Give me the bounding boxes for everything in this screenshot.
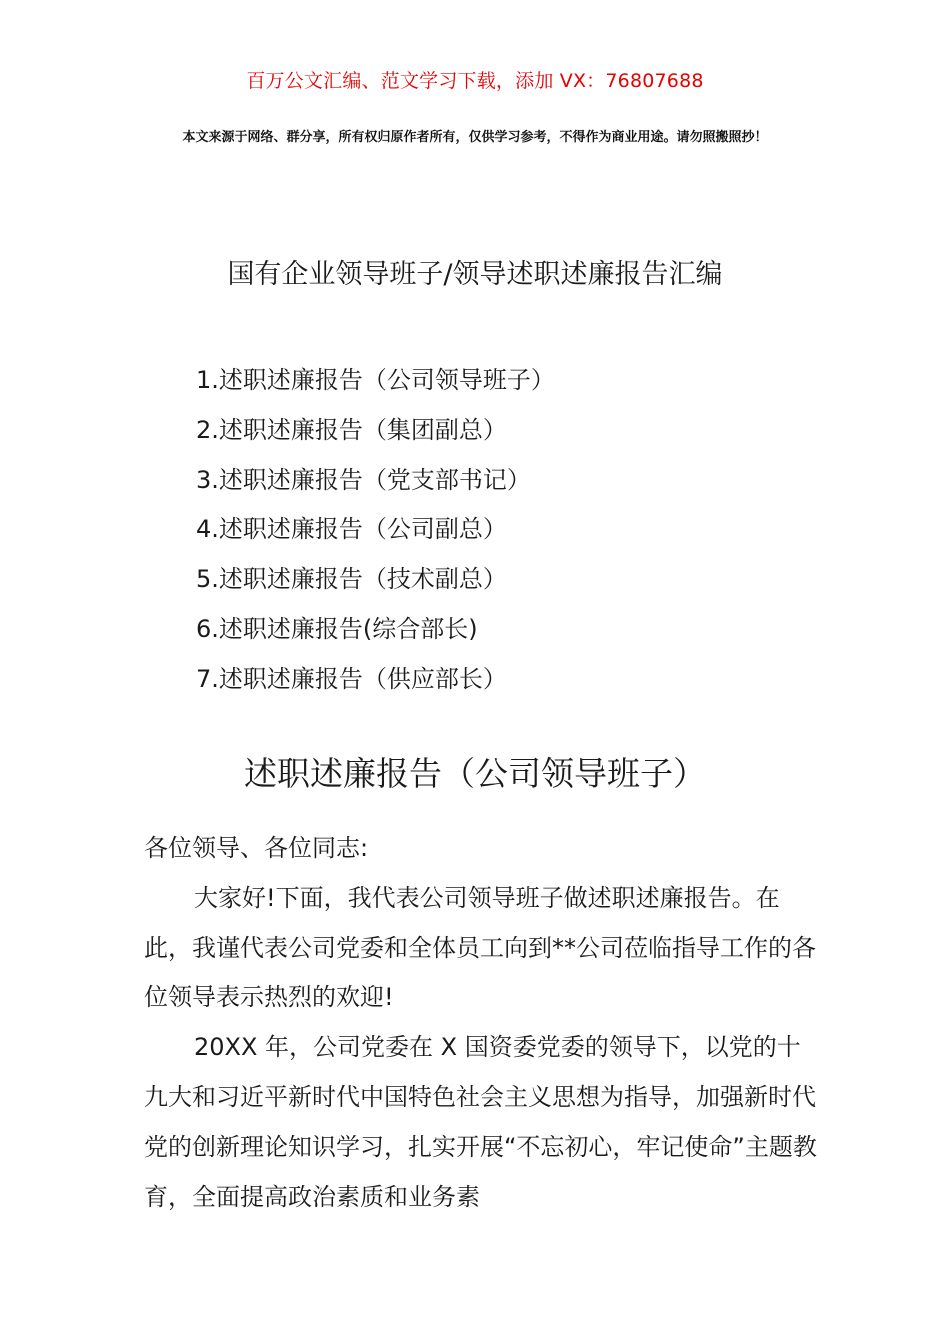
copyright-disclaimer: 本文来源于网络、群分享，所有权归原作者所有，仅供学习参考，不得作为商业用途。请勿照搬照抄！ bbox=[182, 130, 768, 145]
toc-item: 3.述职述廉报告（党支部书记） bbox=[196, 465, 531, 494]
toc-item: 5.述职述廉报告（技术副总） bbox=[196, 565, 507, 594]
download-notice: 百万公文汇编、范文学习下载，添加 VX：76807688 bbox=[246, 70, 704, 92]
toc-item: 4.述职述廉报告（公司副总） bbox=[196, 515, 507, 544]
section-heading: 述职述廉报告（公司领导班子） bbox=[244, 754, 706, 793]
toc-item: 2.述职述廉报告（集团副总） bbox=[196, 415, 507, 444]
toc-item: 7.述职述廉报告（供应部长） bbox=[196, 664, 507, 693]
toc-item: 1.述职述廉报告（公司领导班子） bbox=[196, 366, 555, 394]
body-paragraph: 大家好!下面，我代表公司领导班子做述职述廉报告。在此，我谨代表公司党委和全体员工向到**公司莅临指导工作的各位领导表示热烈的欢迎! bbox=[144, 883, 816, 1012]
report-body bbox=[144, 824, 824, 1222]
toc-item: 6.述职述廉报告(综合部长) bbox=[196, 614, 478, 643]
table-of-contents bbox=[196, 356, 555, 705]
document-title: 国有企业领导班子/领导述职述廉报告汇编 bbox=[227, 259, 723, 290]
body-paragraph: 20XX 年，公司党委在 X 国资委党委的领导下，以党的十九大和习近平新时代中国特色社会主义思想为指导，加强新时代党的创新理论知识学习，扎实开展“不忘初心，牢记使命”主题教育，全面提高政治素质和业务素 bbox=[144, 1033, 817, 1211]
salutation: 各位领导、各位同志: bbox=[144, 834, 369, 862]
